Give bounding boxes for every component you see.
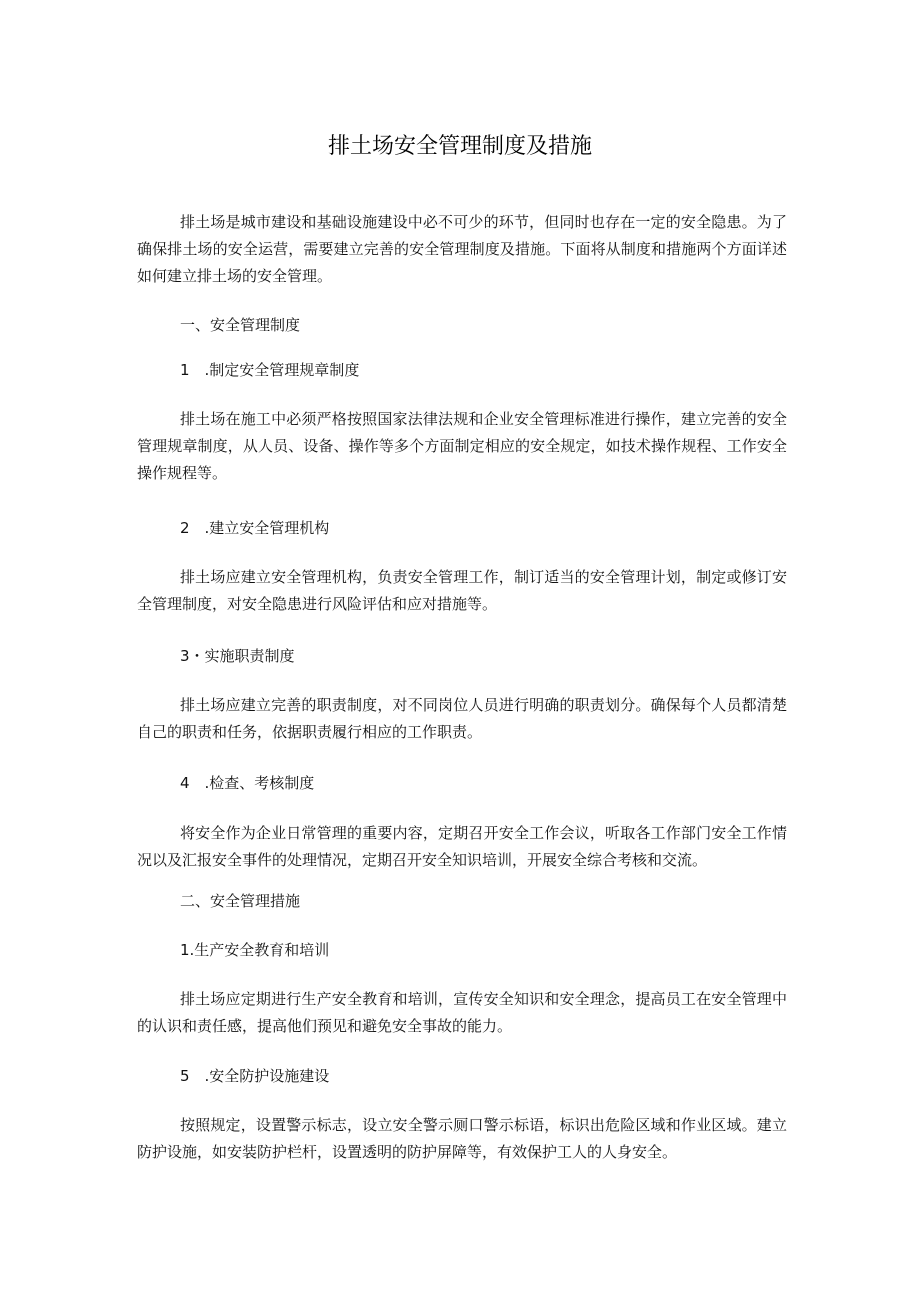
paragraph-1-4: 将安全作为企业日常管理的重要内容，定期召开安全工作会议，听取各工作部门安全工作情况以及汇报安全事件的处理情况，定期召开安全知识培训，开展安全综合考核和交流。 (137, 824, 787, 869)
subheading-2-2: 5 .安全防护设施建设 (180, 1067, 330, 1085)
subheading-1-1: 1 .制定安全管理规章制度 (180, 361, 360, 379)
intro-paragraph: 排土场是城市建设和基础设施建设中必不可少的环节，但同时也存在一定的安全隐患。为了确保排土场的安全运营，需要建立完善的安全管理制度及措施。下面将从制度和措施两个方面详述如何建立排土场的安全管理。 (137, 213, 787, 285)
page-title: 排土场安全管理制度及措施 (327, 134, 592, 159)
subheading-1-4: 4 .检查、考核制度 (180, 774, 315, 792)
section-heading-2: 二、安全管理措施 (180, 892, 301, 910)
paragraph-1-3: 排土场应建立完善的职责制度，对不同岗位人员进行明确的职责划分。确保每个人员都清楚自己的职责和任务，依据职责履行相应的工作职责。 (137, 696, 787, 741)
paragraph-1-2: 排土场应建立安全管理机构，负责安全管理工作，制订适当的安全管理计划，制定或修订安全管理制度，对安全隐患进行风险评估和应对措施等。 (137, 568, 787, 613)
paragraph-2-1: 排土场应定期进行生产安全教育和培训，宣传安全知识和安全理念，提高员工在安全管理中的认识和责任感，提高他们预见和避免安全事故的能力。 (137, 990, 787, 1035)
subheading-2-1: 1.生产安全教育和培训 (180, 941, 330, 959)
subheading-1-2: 2 .建立安全管理机构 (180, 519, 330, 537)
section-heading-1: 一、安全管理制度 (180, 316, 301, 334)
subheading-1-3: 3・实施职责制度 (180, 647, 295, 665)
paragraph-1-1: 排土场在施工中必须严格按照国家法律法规和企业安全管理标准进行操作，建立完善的安全管理规章制度，从人员、设备、操作等多个方面制定相应的安全规定，如技术操作规程、工作安全操作规程等。 (137, 410, 787, 482)
paragraph-2-2: 按照规定，设置警示标志，设立安全警示厕口警示标语，标识出危险区域和作业区域。建立防护设施，如安装防护栏杆，设置透明的防护屏障等，有效保护工人的人身安全。 (137, 1116, 787, 1161)
